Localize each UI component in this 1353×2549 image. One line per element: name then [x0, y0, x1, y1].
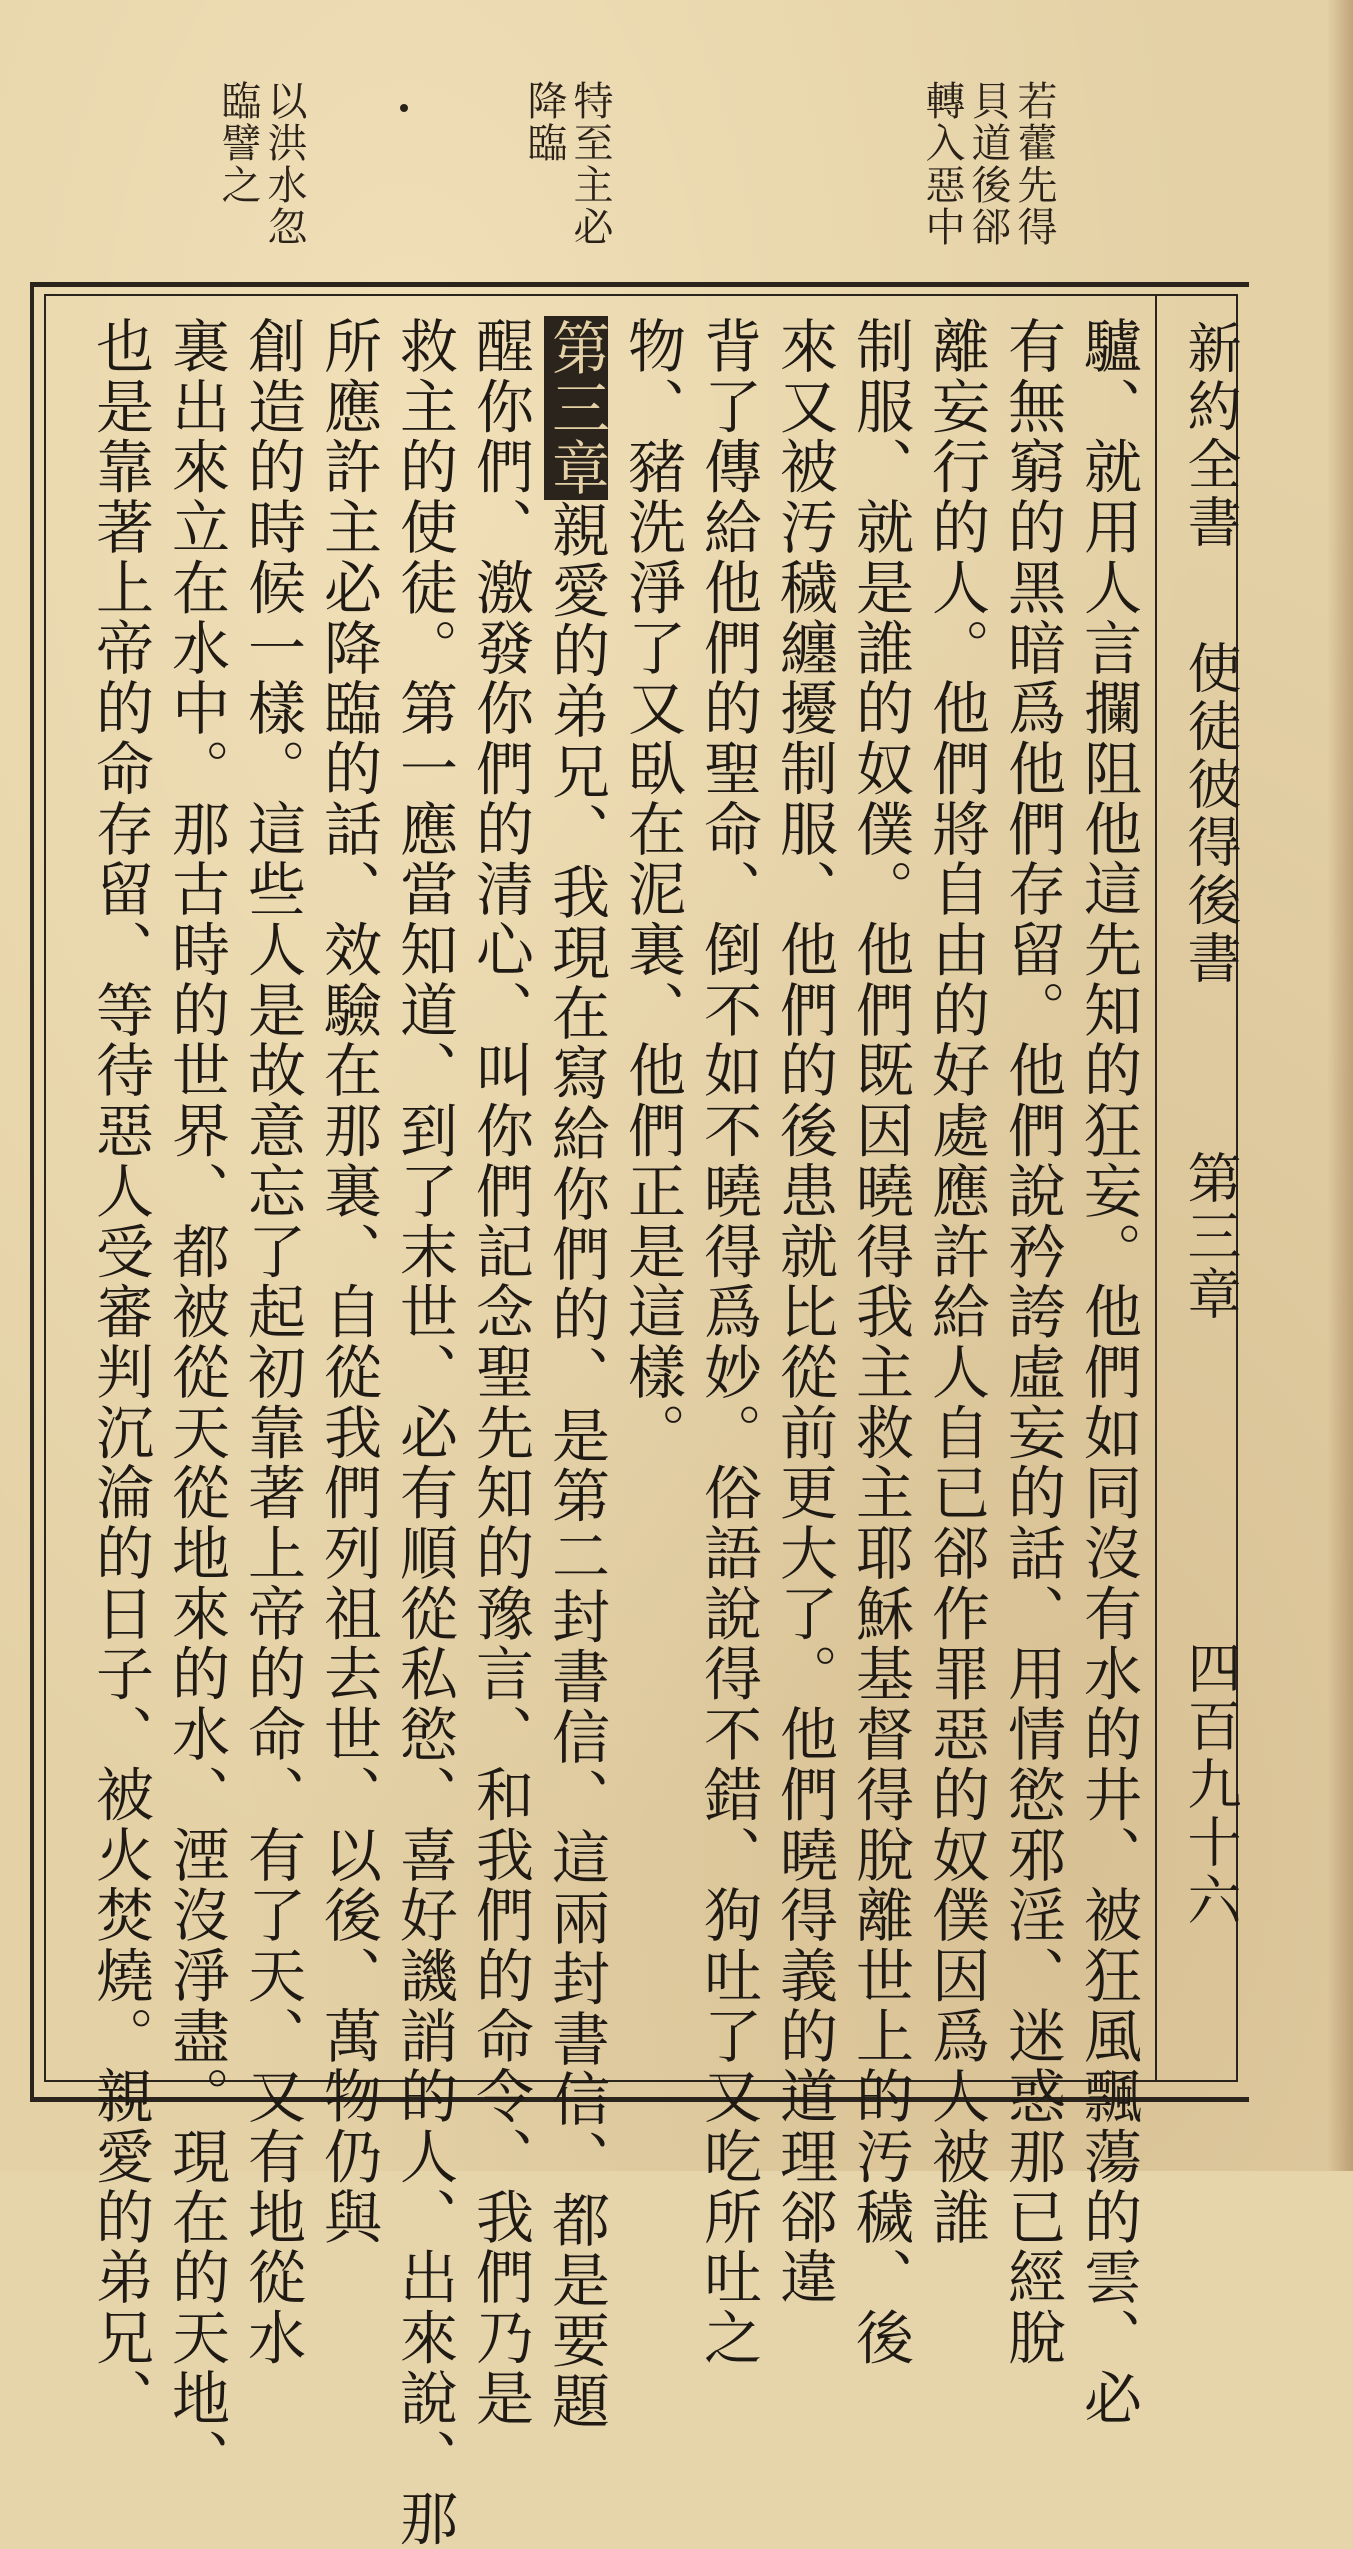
margin-note: 轉入惡中	[919, 80, 965, 248]
text-column: 驢、就用人言攔阻他這先知的狂妄。他們如同沒有水的井、被狂風飄蕩的雲、必	[1074, 316, 1142, 2429]
margin-note: 以洪水忽	[261, 80, 307, 248]
page-number: 四百九十六	[1179, 1640, 1242, 1930]
text-column-body: 親愛的弟兄、我現在寫給你們的、是第二封書信、這兩封書信、都是要題	[542, 500, 610, 2432]
text-column: 醒你們、激發你們的清心、叫你們記念聖先知的豫言、和我們的命令、我們乃是	[466, 316, 534, 2429]
chapter-mark: 第三章	[542, 318, 610, 498]
margin-note: 臨譬之	[215, 80, 261, 206]
book-title: 新約全書	[1179, 320, 1242, 552]
page-edge-stain	[1327, 0, 1353, 2171]
text-column: 制服、就是誰的奴僕。他們既因曉得我主救主耶穌基督得脫離世上的汚穢、後	[846, 316, 914, 2368]
margin-note: 貝道後郤	[965, 80, 1011, 248]
margin-note: 降臨	[521, 80, 567, 164]
text-column: 來又被汚穢纏擾制服、他們的後患就比從前更大了。他們曉得義的道理郤違	[770, 316, 838, 2308]
text-column: 所應許主必降臨的話、效驗在那裏、自從我們列祖去世、以後、萬物仍與	[314, 316, 382, 2248]
text-column: 也是靠著上帝的命存留、等待惡人受審判沉淪的日子、被火焚燒。親愛的弟兄、	[86, 316, 154, 2429]
text-column: 離妄行的人。他們將自由的好處應許給人自已郤作罪惡的奴僕因爲人被誰	[922, 316, 990, 2248]
text-column: 背了傳給他們的聖命、倒不如不曉得爲妙。俗語說得不錯、狗吐了又吃所吐之	[694, 316, 762, 2368]
margin-note: 若藿先得	[1011, 80, 1057, 248]
text-column: 創造的時候一樣。這些人是故意忘了起初靠著上帝的命、有了天、又有地從水	[238, 316, 306, 2368]
margin-note: 特至主必	[567, 80, 613, 248]
text-column: 物、豬洗淨了又臥在泥裏、他們正是這樣。	[618, 316, 686, 1463]
epistle-title: 使徒彼得後書	[1179, 640, 1242, 988]
header-separator-line	[1155, 294, 1157, 2080]
chapter-heading: 第三章	[1179, 1150, 1242, 1324]
text-column-with-chapter-mark	[544, 316, 608, 2431]
text-column: 裏出來立在水中。那古時的世界、都被從天從地來的水、湮沒淨盡。現在的天地、	[162, 316, 230, 2489]
margin-dot	[400, 104, 408, 112]
text-column: 救主的使徒。第一應當知道、到了末世、必有順從私慾、喜好譏誚的人、出來說、那	[390, 316, 458, 2549]
text-column: 有無窮的黑暗爲他們存留。他們說矜誇虛妄的話、用情慾邪淫、迷惑那已經脫	[998, 316, 1066, 2368]
